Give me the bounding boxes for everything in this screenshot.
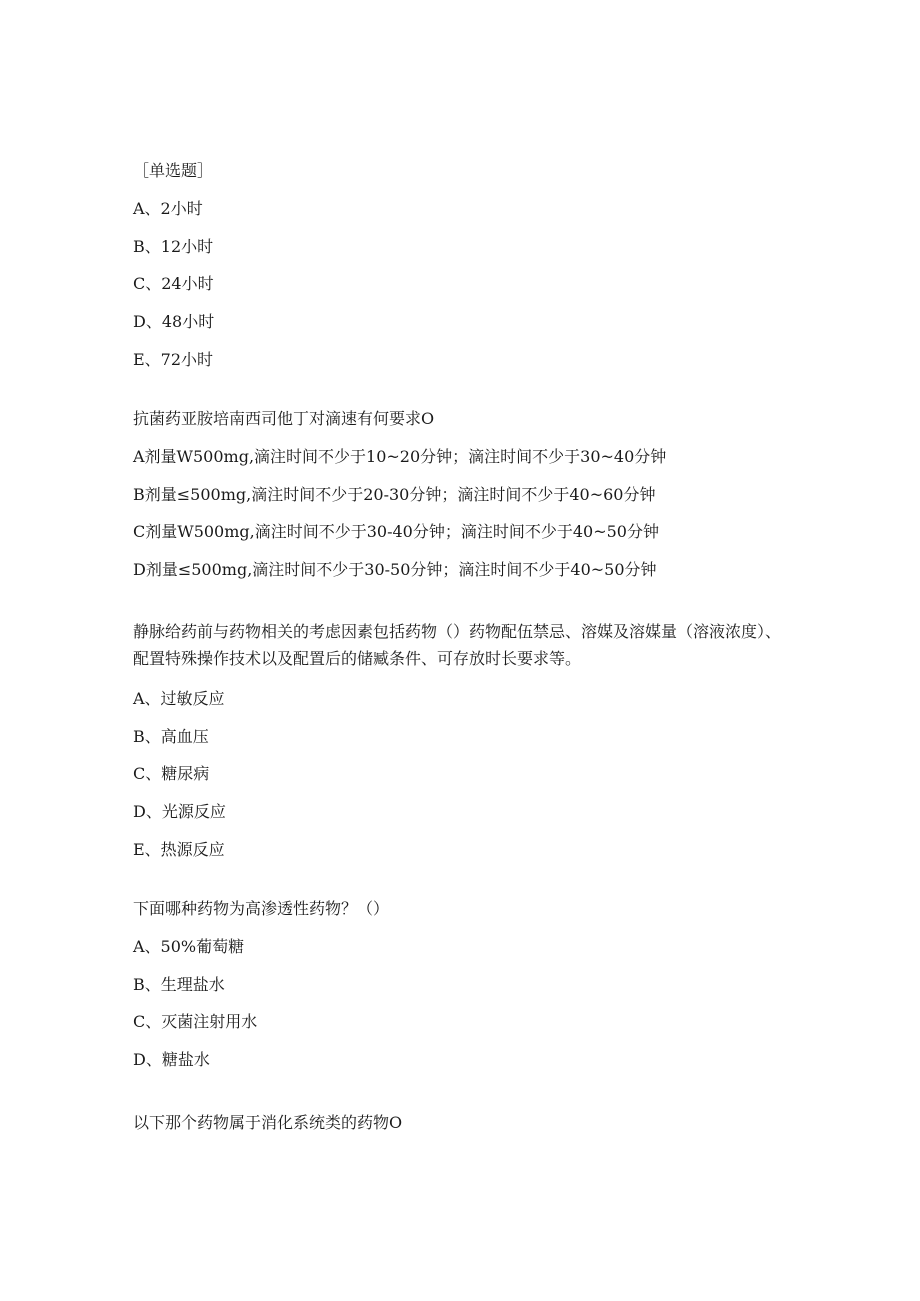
- option-c: C、灭菌注射用水: [133, 1012, 258, 1031]
- question-type-label: ［单选题］: [133, 161, 214, 180]
- option-b: B、高血压: [133, 727, 209, 746]
- option-c: C、24小时: [133, 274, 214, 293]
- option-a: A剂量W500mg,滴注时间不少于10~20分钟；滴注时间不少于30~40分钟: [133, 447, 667, 466]
- option-d: D剂量≤500mg,滴注时间不少于30-50分钟；滴注时间不少于40~50分钟: [133, 560, 657, 579]
- option-b: B剂量≤500mg,滴注时间不少于20-30分钟；滴注时间不少于40~60分钟: [133, 485, 656, 504]
- option-d: D、48小时: [133, 312, 215, 331]
- question-stem: 抗菌药亚胺培南西司他丁对滴速有何要求O: [133, 409, 435, 428]
- option-c: C、糖尿病: [133, 764, 210, 783]
- option-e: E、72小时: [133, 350, 214, 369]
- option-c: C剂量W500mg,滴注时间不少于30-40分钟；滴注时间不少于40~50分钟: [133, 522, 659, 541]
- option-d: D、糖盐水: [133, 1050, 210, 1069]
- option-a: A、过敏反应: [133, 689, 225, 708]
- question-stem: 以下那个药物属于消化系统类的药物O: [133, 1113, 403, 1132]
- option-e: E、热源反应: [133, 840, 225, 859]
- option-b: B、12小时: [133, 237, 214, 256]
- question-stem: 下面哪种药物为高渗透性药物？（）: [133, 899, 390, 918]
- option-d: D、光源反应: [133, 802, 226, 821]
- option-b: B、生理盐水: [133, 975, 225, 994]
- option-a: A、50%葡萄糖: [133, 937, 245, 956]
- option-a: A、2小时: [133, 199, 203, 218]
- question-stem: 静脉给药前与药物相关的考虑因素包括药物（）药物配伍禁忌、溶媒及溶媒量（溶液浓度）、配置特殊操作技术以及配置后的储臧条件、可存放时长要求等。: [133, 622, 782, 668]
